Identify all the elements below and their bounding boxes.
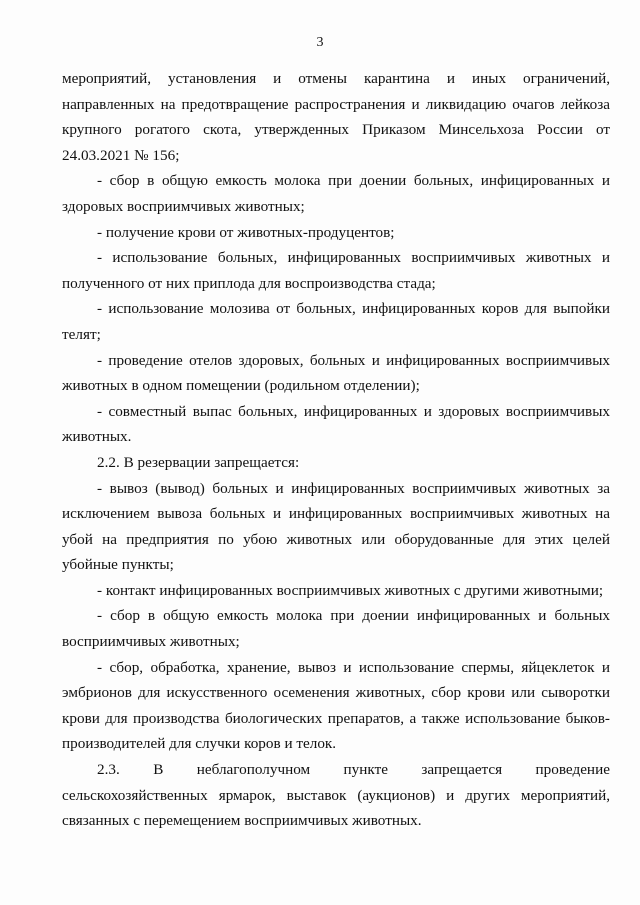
document-body	[62, 66, 610, 834]
section-word: В	[153, 761, 164, 779]
list-item: - сбор в общую емкость молока при доении больных, инфицированных и здоровых восприимчивых животных;	[62, 172, 610, 215]
paragraph-continuation: мероприятий, установления и отмены карантина и иных ограничений, направленных на предотвращение распространения и ликвидацию очагов лейкоза крупного рогатого скота, утвержденных Приказом Минсельхоза России от 24.03.2021 № 156;	[62, 70, 610, 164]
section-heading-2-2: 2.2. В резервации запрещается:	[97, 453, 300, 471]
list-item: - сбор, обработка, хранение, вывоз и использование спермы, яйцеклеток и эмбрионов для искусственного осеменения животных, сбор крови или сыворотки крови для производства биологических препаратов, а также использование быков-производителей для случки коров и телок.	[62, 658, 610, 753]
list-item: - контакт инфицированных восприимчивых животных с другими животными;	[97, 581, 604, 599]
list-item: - получение крови от животных-продуцентов;	[97, 223, 395, 241]
list-item: - проведение отелов здоровых, больных и инфицированных восприимчивых животных в одном помещении (родильном отделении);	[62, 351, 610, 395]
list-item: - сбор в общую емкость молока при доении инфицированных и больных восприимчивых животных;	[62, 607, 610, 651]
list-item: - вывоз (вывод) больных и инфицированных восприимчивых животных за исключением вывоза больных и инфицированных восприимчивых животных на убой на предприятия по убою животных или оборудованные для этих целей убойные пункты;	[62, 479, 610, 574]
list-item: - использование больных, инфицированных восприимчивых животных и полученного от них приплода для воспроизводства стада;	[62, 249, 610, 292]
section-word: запрещается	[421, 761, 503, 779]
section-2-3-first-line	[62, 757, 610, 783]
section-number: 2.3.	[97, 761, 120, 779]
list-item: - совместный выпас больных, инфицированных и здоровых восприимчивых животных.	[62, 402, 610, 446]
page-number: 3	[316, 35, 324, 50]
section-word: пункте	[343, 761, 388, 779]
section-word: проведение	[535, 761, 610, 779]
list-item: - использование молозива от больных, инфицированных коров для выпойки телят;	[62, 300, 610, 343]
section-2-3-continuation: сельскохозяйственных ярмарок, выставок (аукционов) и других мероприятий, связанных с перемещением восприимчивых животных.	[62, 786, 610, 830]
section-word: неблагополучном	[196, 761, 311, 779]
